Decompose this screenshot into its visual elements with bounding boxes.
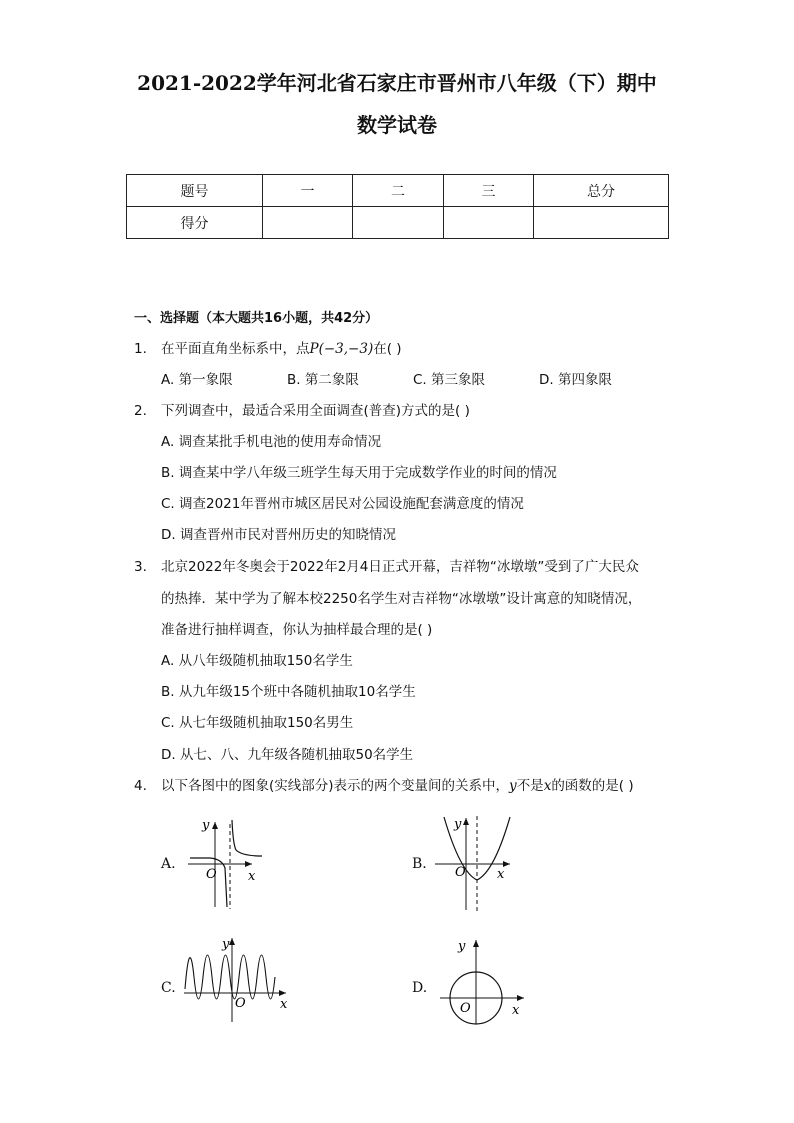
axis-label-y: y <box>458 939 466 954</box>
score-table-cell[interactable] <box>353 207 444 239</box>
score-table-cell: 一 <box>263 175 353 207</box>
var-x: x <box>543 778 552 794</box>
score-table-score-row <box>127 207 669 239</box>
option-d[interactable]: D. 调查晋州市民对晋州历史的知晓情况 <box>161 527 396 543</box>
curve-branch-right <box>232 820 262 856</box>
arrow-icon <box>517 995 524 1001</box>
stem-text: 以下各图中的图象(实线部分)表示的两个变量间的关系中， <box>161 778 510 794</box>
arrow-icon <box>245 861 252 867</box>
graph-c[interactable] <box>180 932 290 1024</box>
option-a[interactable]: A. 调查某批手机电池的使用寿命情况 <box>161 434 382 450</box>
option-a[interactable]: A. 从八年级随机抽取150名学生 <box>161 653 353 669</box>
option-c[interactable]: C. 调查2021年晋州市城区居民对公园设施配套满意度的情况 <box>161 496 524 512</box>
arrow-icon <box>229 938 235 945</box>
score-table-header-row <box>127 175 669 207</box>
axis-label-x: x <box>512 1003 520 1018</box>
graph-c-label[interactable]: C. <box>161 980 176 996</box>
graph-b-label[interactable]: B. <box>412 856 427 872</box>
score-table-cell: 二 <box>353 175 444 207</box>
point-label: P(−3,−3) <box>309 341 374 357</box>
page-title: 2021-2022学年河北省石家庄市晋州市八年级（下）期中 <box>137 71 657 95</box>
graph-d-label[interactable]: D. <box>412 980 428 996</box>
question-4-stem <box>161 776 634 796</box>
question-3-stem-line: 准备进行抽样调查，你认为抽样最合理的是( ) <box>161 622 433 638</box>
score-table-cell: 总分 <box>534 175 669 207</box>
section-heading: 一、选择题（本大题共16小题，共42分） <box>134 311 379 326</box>
stem-text: 不是 <box>516 778 544 794</box>
axis-label-y: y <box>222 937 230 952</box>
option-c[interactable]: C. 从七年级随机抽取150名男生 <box>161 715 354 731</box>
option-b[interactable]: B. 调查某中学八年级三班学生每天用于完成数学作业的时间的情况 <box>161 465 557 481</box>
question-number: 2. <box>134 403 147 419</box>
axis-label-x: x <box>280 997 288 1012</box>
question-1-stem <box>161 339 402 359</box>
score-table-cell[interactable] <box>444 207 534 239</box>
origin-label: O <box>235 996 246 1011</box>
score-table-cell[interactable] <box>534 207 669 239</box>
score-table-cell: 三 <box>444 175 534 207</box>
question-2-stem: 下列调查中，最适合采用全面调查(普查)方式的是( ) <box>161 403 470 419</box>
axis-label-y: y <box>202 818 210 833</box>
question-3-stem-line: 的热捧．某中学为了解本校2250名学生对吉祥物“冰墩墩”设计寓意的知晓情况， <box>161 591 642 607</box>
question-number: 3. <box>134 559 147 575</box>
stem-text: 的函数的是( ) <box>551 778 634 794</box>
question-3-stem-line: 北京2022年冬奥会于2022年2月4日正式开幕，吉祥物“冰墩墩”受到了广大民众 <box>161 559 639 575</box>
graph-d[interactable] <box>438 934 528 1026</box>
graph-a-label[interactable]: A. <box>161 856 176 872</box>
option-d[interactable]: D. 从七、八、九年级各随机抽取50名学生 <box>161 747 414 763</box>
axis-label-x: x <box>497 867 505 882</box>
option-b[interactable]: B. 从九年级15个班中各随机抽取10名学生 <box>161 684 416 700</box>
option-b[interactable]: B. 第二象限 <box>287 372 359 388</box>
arrow-icon <box>473 940 479 947</box>
score-table-cell[interactable] <box>263 207 353 239</box>
stem-text: 在平面直角坐标系中，点 <box>161 341 310 357</box>
option-a[interactable]: A. 第一象限 <box>161 372 233 388</box>
graph-a[interactable] <box>180 812 270 912</box>
axis-label-y: y <box>454 817 462 832</box>
graph-b[interactable] <box>430 812 520 916</box>
option-d[interactable]: D. 第四象限 <box>539 372 612 388</box>
axis-label-x: x <box>248 869 256 884</box>
score-table-cell: 题号 <box>127 175 263 207</box>
page-subtitle: 数学试卷 <box>357 113 437 137</box>
curve-branch-left <box>190 858 227 907</box>
origin-label: O <box>206 867 217 882</box>
stem-text: 在( ) <box>373 341 402 357</box>
origin-label: O <box>455 865 466 880</box>
var-y: y <box>509 778 517 794</box>
arrow-icon <box>463 818 469 825</box>
arrow-icon <box>279 990 286 996</box>
arrow-icon <box>212 822 218 829</box>
origin-label: O <box>460 1001 471 1016</box>
option-c[interactable]: C. 第三象限 <box>413 372 486 388</box>
score-table <box>126 174 669 239</box>
question-number: 4. <box>134 778 147 794</box>
score-table-cell: 得分 <box>127 207 263 239</box>
question-number: 1. <box>134 341 147 357</box>
sine-curve <box>185 955 275 999</box>
